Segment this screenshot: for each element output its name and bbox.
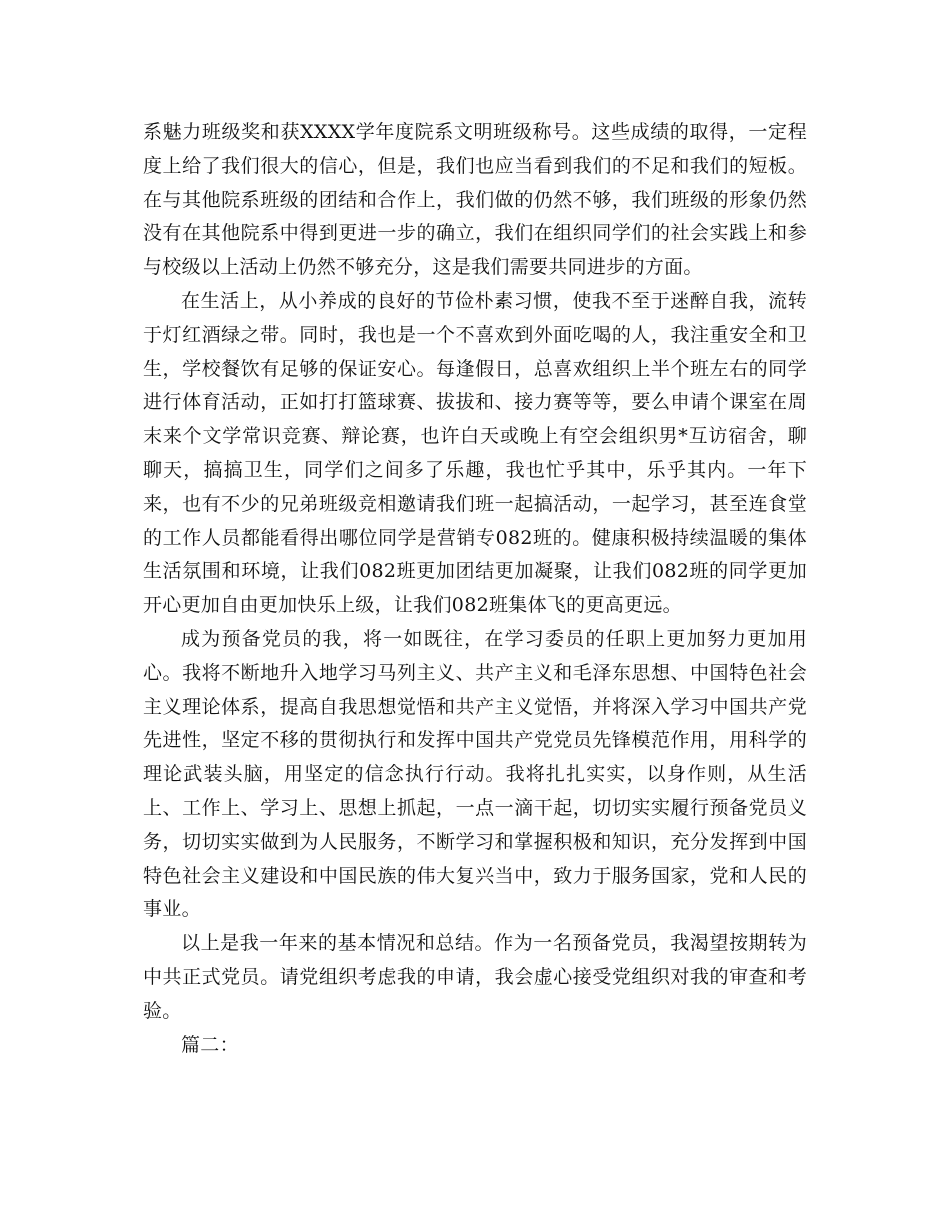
paragraph-summary: 以上是我一年来的基本情况和总结。作为一名预备党员，我渴望按期转为中共正式党员。请党组织考虑我的申请，我会虚心接受党组织对我的审查和考验。 — [143, 932, 807, 1022]
paragraph-life: 在生活上，从小养成的良好的节俭朴素习惯，使我不至于迷醉自我，流转于灯红酒绿之带。同时，我也是一个不喜欢到外面吃喝的人，我注重安全和卫生，学校餐饮有足够的保证安心。每逢假日，总喜欢组织上半个班左右的同学进行体育活动，正如打打篮球赛、拔拔和、接力赛等等，要么申请个课室在周末来个文学常识竞赛、辩论赛，也许白天或晚上有空会组织男*互访宿舍，聊聊天，搞搞卫生，同学们之间多了乐趣，我也忙乎其中，乐乎其内。一年下来，也有不少的兄弟班级竞相邀请我们班一起搞活动，一起学习，甚至连食堂的工作人员都能看得出哪位同学是营销专082班的。健康积极持续温暖的集体生活氛围和环境，让我们082班更加团结更加凝聚，让我们082班的同学更加开心更加自由更加快乐上级，让我们082班集体飞的更高更远。 — [143, 289, 807, 617]
paragraph-probationary-member: 成为预备党员的我，将一如既往，在学习委员的任职上更加努力更加用心。我将不断地升入地学习马列主义、共产主义和毛泽东思想、中国特色社会主义理论体系，提高自我思想觉悟和共产主义觉悟，并将深入学习中国共产党先进性，坚定不移的贯彻执行和发挥中国共产党党员先锋模范作用，用科学的理论武装头脑，用坚定的信念执行行动。我将扎扎实实，以身作则，从生活上、工作上、学习上、思想上抓起，一点一滴干起，切切实实履行预备党员义务，切切实实做到为人民服务，不断学习和掌握积极和知识，充分发挥到中国特色社会主义建设和中国民族的伟大复兴当中，致力于服务国家，党和人民的事业。 — [143, 627, 807, 921]
paragraph-class-honors: 系魅力班级奖和获XXXX学年度院系文明班级称号。这些成绩的取得，一定程度上给了我们很大的信心，但是，我们也应当看到我们的不足和我们的短板。在与其他院系班级的团结和合作上，我们做的仍然不够，我们班级的形象仍然没有在其他院系中得到更进一步的确立，我们在组织同学们的社会实践上和参与校级以上活动上仍然不够充分，这是我们需要共同进步的方面。 — [143, 121, 807, 279]
section-heading-part-two: 篇二： — [181, 1033, 239, 1056]
document-body — [143, 116, 807, 1062]
